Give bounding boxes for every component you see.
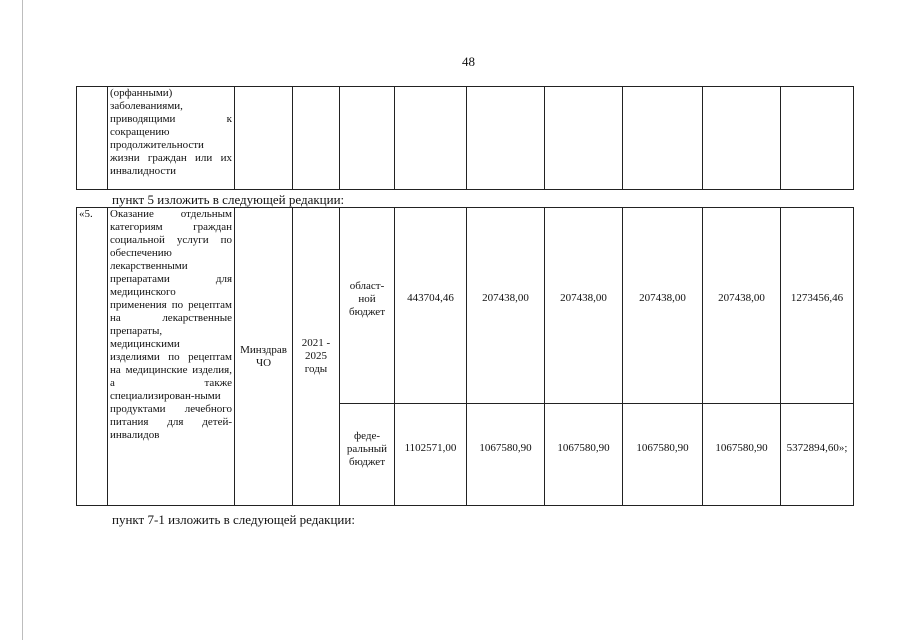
cell-value: 207438,00 xyxy=(545,208,623,404)
table-row xyxy=(77,87,854,190)
cell-value xyxy=(623,87,703,190)
cell-value xyxy=(703,87,781,190)
cell-source-regional: област-ной бюджет xyxy=(340,208,395,404)
cell-value: 1067580,90 xyxy=(545,404,623,506)
cell-value: 1273456,46 xyxy=(781,208,854,404)
cell-value xyxy=(781,87,854,190)
cell-value xyxy=(545,87,623,190)
cell-description: (орфанными) заболеваниями, приводящими к сокращению продолжительности жизни граждан или их инвалидности xyxy=(108,87,235,190)
cell-value xyxy=(467,87,545,190)
table-row xyxy=(77,208,854,404)
cell-value: 207438,00 xyxy=(467,208,545,404)
program-table xyxy=(76,207,854,506)
cell-executor xyxy=(235,87,293,190)
instruction-text: пункт 7-1 изложить в следующей редакции: xyxy=(112,512,355,527)
cell-value: 207438,00 xyxy=(623,208,703,404)
cell-number: «5. xyxy=(77,208,108,506)
cell-value: 207438,00 xyxy=(703,208,781,404)
cell-source-federal: феде-ральный бюджет xyxy=(340,404,395,506)
cell-number xyxy=(77,87,108,190)
cell-value: 5372894,60»; xyxy=(781,404,854,506)
cell-period xyxy=(293,87,340,190)
continued-table xyxy=(76,86,854,190)
cell-period: 2021 - 2025 годы xyxy=(293,208,340,506)
cell-value: 443704,46 xyxy=(395,208,467,404)
instruction-text: пункт 5 изложить в следующей редакции: xyxy=(112,192,345,207)
page-number: 48 xyxy=(462,54,475,69)
cell-value: 1067580,90 xyxy=(623,404,703,506)
cell-source xyxy=(340,87,395,190)
cell-value: 1067580,90 xyxy=(467,404,545,506)
cell-value: 1102571,00 xyxy=(395,404,467,506)
cell-value xyxy=(395,87,467,190)
cell-value: 1067580,90 xyxy=(703,404,781,506)
cell-executor: Минздрав ЧО xyxy=(235,208,293,506)
page-margin-line xyxy=(22,0,23,640)
cell-description: Оказание отдельным категориям граждан социальной услуги по обеспечению лекарственными препаратами для медицинского применения по рецептам на лекарственные препараты, медицинскими изделиями по рецептам на медицинские изделия, а также специализирован-ными продуктами лечебного питания для детей-инвалидов xyxy=(108,208,235,506)
